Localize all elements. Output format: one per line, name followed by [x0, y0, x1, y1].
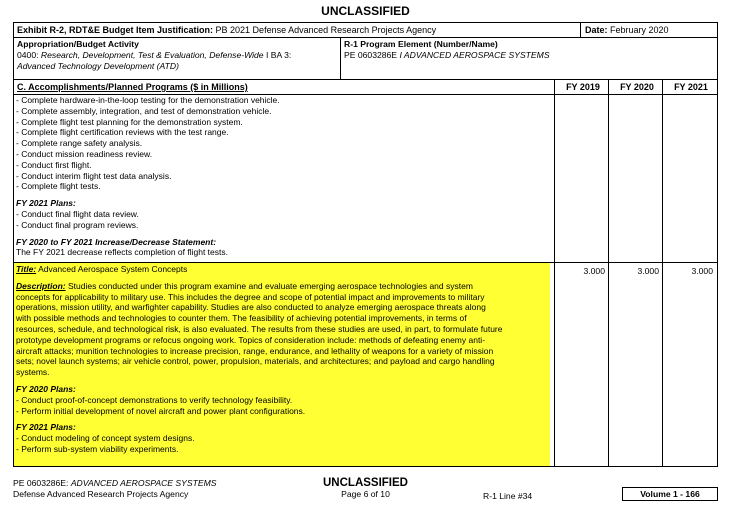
- section-title: C. Accomplishments/Planned Programs ($ in Millions): [17, 82, 248, 92]
- description-line: systems.: [16, 367, 50, 378]
- col-fy2020: FY 2020: [620, 82, 654, 92]
- list-item: - Conduct final flight data review.: [16, 208, 139, 219]
- fy2021-plans-heading: FY 2021 Plans:: [16, 422, 76, 433]
- list-item: - Perform sub-system viability experiments.: [16, 443, 179, 454]
- date-cell: Date: February 2020: [580, 23, 717, 37]
- description-line: with possible methods and technologies to counter them. The feasibility of achieving potential improvements, in terms of: [16, 313, 467, 324]
- program-element-cell: R-1 Program Element (Number/Name) PE 0603286E I ADVANCED AEROSPACE SYSTEMS: [340, 38, 717, 79]
- increase-decrease-text: The FY 2021 decrease reflects completion of flight tests.: [16, 247, 228, 258]
- fy2021-plans-heading: FY 2021 Plans:: [16, 198, 76, 209]
- footer-left: PE 0603286E: ADVANCED AEROSPACE SYSTEMS Defense Advanced Research Projects Agency: [13, 478, 217, 499]
- appropriation-row: [14, 38, 717, 80]
- appropriation-cell: Appropriation/Budget Activity 0400: Research, Development, Test & Evaluation, Defense-Wide I BA 3: Advanced Technology Development (ATD): [17, 39, 292, 71]
- list-item: - Complete hardware-in-the-loop testing for the demonstration vehicle.: [16, 95, 280, 105]
- list-item: - Complete flight test planning for the demonstration system.: [16, 116, 243, 127]
- list-item: - Conduct interim flight test data analysis.: [16, 170, 172, 181]
- r1-line: R-1 Line #34: [483, 491, 533, 501]
- description-line: prototype development programs or refocus ongoing work. Topics of consideration include: methods of defeating enemy anti-: [16, 334, 486, 345]
- fy2020-plans-heading: FY 2020 Plans:: [16, 383, 76, 394]
- exhibit-title: Exhibit R-2, RDT&E Budget Item Justification: PB 2021 Defense Advanced Research Projects Agency: [17, 25, 437, 35]
- amount-fy2021: 3.000: [691, 266, 713, 276]
- list-item: - Conduct proof-of-concept demonstrations to verify technology feasibility.: [16, 394, 293, 405]
- description-line: resources, schedule, and technological risk, is also evaluated. The results from these studies are used, in part, to formulate future: [16, 323, 503, 334]
- footer-center: UNCLASSIFIED Page 6 of 10: [323, 477, 408, 499]
- project-title: Title: Advanced Aerospace System Concepts: [16, 264, 188, 274]
- list-item: - Complete flight certification reviews with the test range.: [16, 127, 229, 138]
- description-line: operations, mission utility, and warfighter capability. Studies are also conducted to analyze emerging aerospace threats along: [16, 302, 486, 313]
- list-item: - Conduct first flight.: [16, 159, 92, 170]
- table-header-row: [14, 80, 717, 95]
- amount-fy2019: 3.000: [583, 266, 605, 276]
- list-item: - Conduct final program reviews.: [16, 219, 139, 230]
- description-line: sets; novel launch systems; air vehicle control, power, propulsion, materials, and architectures; and payload and cargo handling: [16, 356, 495, 367]
- volume-box: Volume 1 - 166: [622, 487, 718, 501]
- classification-top: UNCLASSIFIED: [321, 4, 410, 18]
- project-block: [14, 263, 550, 466]
- list-item: - Conduct modeling of concept system designs.: [16, 433, 195, 444]
- list-item: - Perform initial development of novel aircraft and power plant configurations.: [16, 405, 306, 416]
- col-fy2021: FY 2021: [674, 82, 708, 92]
- description-line: aircraft attacks; munition technologies to increase precision, range, endurance, and lethality of weapons for a variety of mission: [16, 345, 494, 356]
- accomplishments-body: [16, 95, 551, 258]
- list-item: - Complete assembly, integration, and test of demonstration vehicle.: [16, 105, 272, 116]
- list-item: - Complete flight tests.: [16, 181, 101, 192]
- amount-fy2020: 3.000: [637, 266, 659, 276]
- col-fy2019: FY 2019: [566, 82, 600, 92]
- description-line: Description: Studies conducted under this program examine and evaluate emerging aerospace technologies and system: [16, 280, 473, 291]
- list-item: - Conduct mission readiness review.: [16, 148, 153, 159]
- increase-decrease-heading: FY 2020 to FY 2021 Increase/Decrease Statement:: [16, 236, 217, 247]
- list-item: - Complete range safety analysis.: [16, 138, 143, 149]
- description-line: concepts for applicability to military use. This includes the degree and scope of potential impact and improvements to military: [16, 291, 485, 302]
- exhibit-row: [14, 23, 717, 38]
